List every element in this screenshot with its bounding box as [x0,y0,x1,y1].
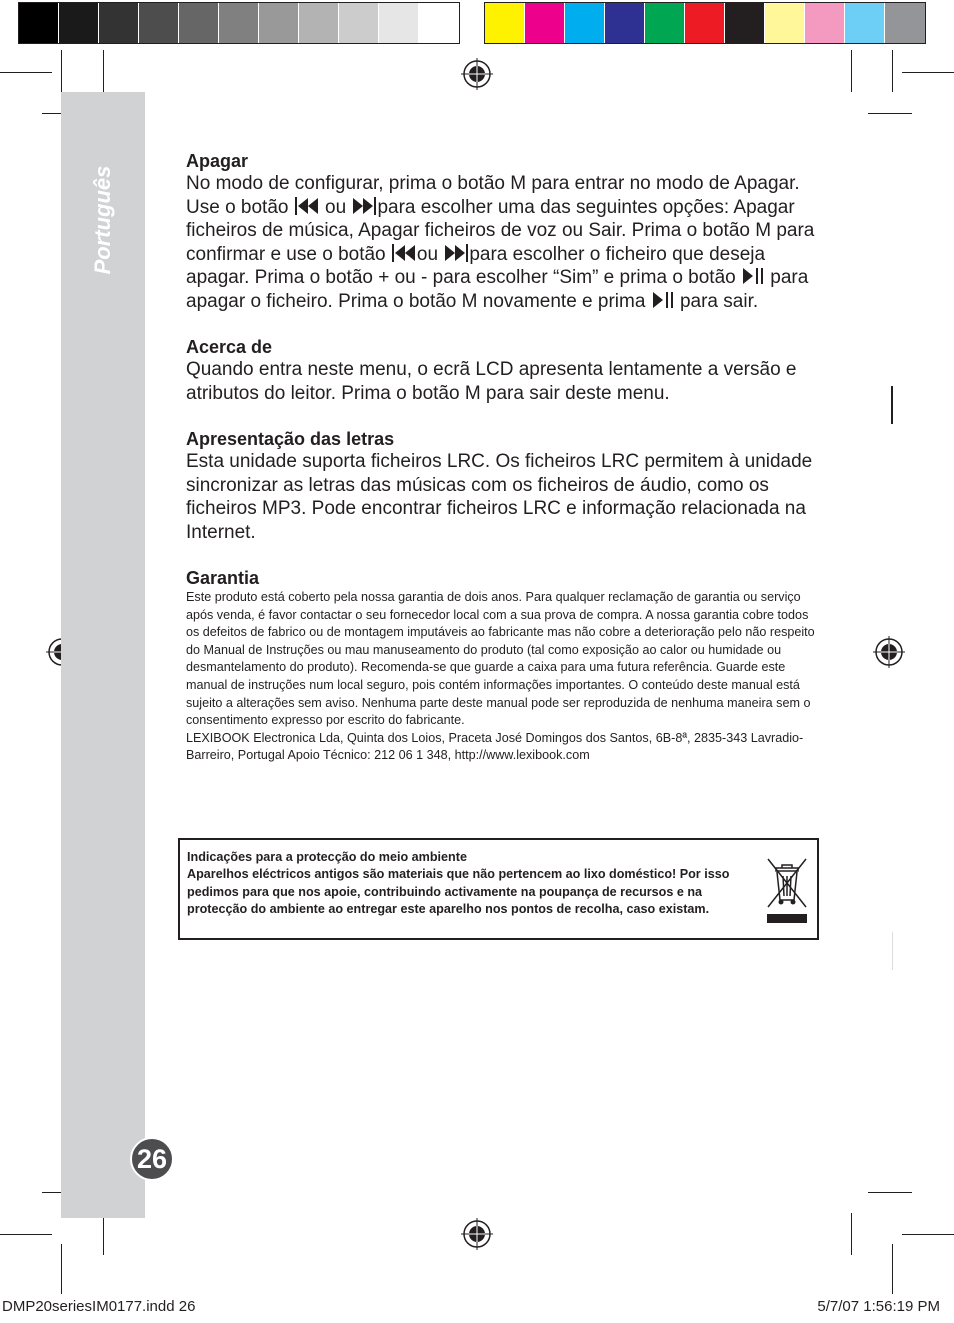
section-title-apagar: Apagar [186,151,249,171]
color-swatch [605,3,645,43]
color-swatch [179,3,219,43]
color-swatch [685,3,725,43]
color-swatch [219,3,259,43]
environment-notice-box [178,838,819,940]
color-swatch [99,3,139,43]
crop-mark [61,50,62,92]
color-swatch [645,3,685,43]
registration-mark-icon [461,1218,493,1250]
color-swatch [299,3,339,43]
timestamp-slug: 5/7/07 1:56:19 PM [817,1298,940,1315]
section-body-apagar: No modo de configurar, prima o botão M para entrar no modo de Apagar. Use o botão ou para escolher uma das seguintes opções: Apagar ficheiros de música, Apagar ficheiros de voz ou Sair. Prima o botão M para confirmar e use o botão ou para escolher o ficheiro que deseja apagar. Prima o botão + ou - para escolher “Sim” e prima o botão para apagar o ficheiro. Prima o botão M novamente e prima para sair. [186,173,815,312]
crop-mark [902,72,954,73]
crop-mark [902,1234,954,1235]
color-swatch [139,3,179,43]
language-label: Português [90,165,115,275]
color-swatch [379,3,419,43]
registration-mark-icon [461,58,493,90]
section-body-letras: Esta unidade suporta ficheiros LRC. Os ficheiros LRC permitem à unidade sincronizar as letras das músicas com os ficheiros de áudio, como os ficheiros MP3. Pode encontrar ficheiros LRC e informação relacionada na Internet. [186,451,813,543]
color-swatch [259,3,299,43]
crop-mark [103,1213,104,1255]
next-track-icon [443,243,469,263]
crop-mark [868,1192,912,1193]
main-content [186,150,816,765]
page-number-badge: 26 [130,1137,174,1181]
crop-mark [892,932,893,970]
crossed-bin-icon [763,856,811,926]
play-pause-icon [651,290,675,310]
color-swatch [339,3,379,43]
color-swatch [419,3,459,43]
color-swatch [565,3,605,43]
registration-mark-icon [873,636,905,668]
crop-mark [892,50,893,92]
color-swatch [59,3,99,43]
crop-mark [0,1234,52,1235]
crop-mark [868,113,912,114]
crop-mark [892,1244,893,1294]
process-color-bar [484,2,926,44]
color-swatch [485,3,525,43]
color-swatch [885,3,925,43]
crop-mark [61,1244,62,1294]
section-title-letras: Apresentação das letras [186,429,395,449]
color-swatch [525,3,565,43]
next-track-icon [351,196,377,216]
section-title-garantia: Garantia [186,568,260,588]
previous-track-icon [391,243,417,263]
crop-mark [891,386,893,424]
environment-notice-title: Indicações para a protecção do meio ambiente [187,850,467,864]
crop-mark [851,50,852,92]
play-pause-icon [741,266,765,286]
section-body-garantia: Este produto está coberto pela nossa garantia de dois anos. Para qualquer reclamação de garantia ou serviço após venda, é favor contactar o seu fornecedor local com a sua prova de compra. A nossa garantia cobre todos os defeitos de fabrico ou de montagem imputáveis ao fabricante mas não cobre a deterioração pelo não respeito do Manual de Instruções ou mau manuseamento do produto (tal como exposição ao calor ou humidade ou desmantelamento do produto). Recomenda-se que guarde a caixa para uma futura referência. Guarde este manual de instruções num local seguro, pois contém informações importantes. O conteúdo deste manual está sujeito a alterações sem aviso. Nenhuma parte deste manual pode ser reproduzida de nenhuma maneira sem o consentimento expresso por escrito do fabricante. [186,590,815,728]
previous-track-icon [294,196,320,216]
color-swatch [845,3,885,43]
company-address: LEXIBOOK Electronica Lda, Quinta dos Loios, Praceta José Domingos dos Santos, 6B-8ª, 2835-343 Lavradio-Barreiro, Portugal Apoio Técnico: 212 06 1 348, http://www.lexibook.com [186,730,804,763]
color-swatch [805,3,845,43]
crop-mark [851,1213,852,1255]
grayscale-color-bar [18,2,460,44]
crop-mark [103,50,104,92]
section-body-acerca: Quando entra neste menu, o ecrã LCD apresenta lentamente a versão e atributos do leitor. Prima o botão M para sair deste menu. [186,359,797,404]
file-slug: DMP20seriesIM0177.indd 26 [2,1298,196,1315]
section-title-acerca: Acerca de [186,337,273,357]
color-swatch [765,3,805,43]
color-swatch [725,3,765,43]
crop-mark [0,72,52,73]
color-swatch [19,3,59,43]
environment-notice-text: Aparelhos eléctricos antigos são materiais que não pertencem ao lixo doméstico! Por isso pedimos para que nos apoie, contribuindo activamente na poupança de recursos e na protecção do ambiente ao entregar este aparelho nos pontos de recolha, caso existam. [187,867,730,917]
